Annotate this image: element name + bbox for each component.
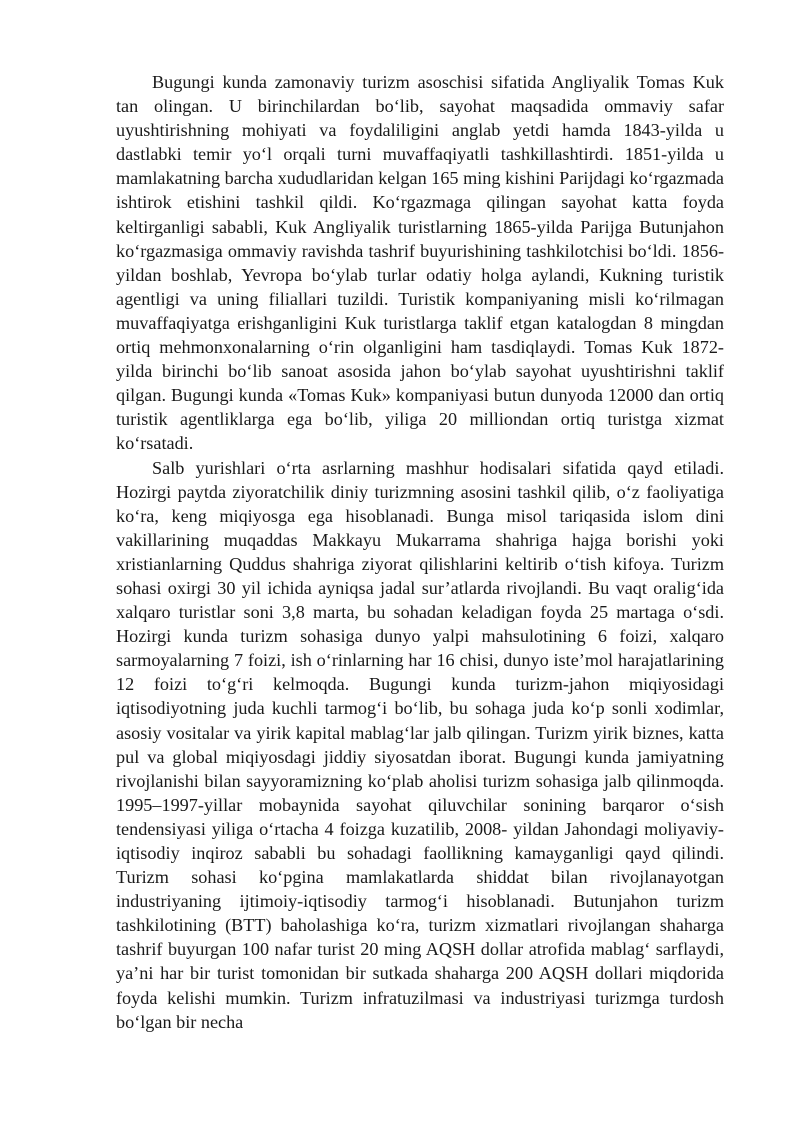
document-page [116,70,724,1034]
paragraph-thomas-cook: Bugungi kunda zamonaviy turizm asoschisi sifatida Angliyalik Tomas Kuk tan olingan. U birinchilardan bo‘lib, sayohat maqsadida ommaviy safar uyushtirishning mohiyati va foydaliligini anglab yetdi hamda 1843-yilda u dastlabki temir yo‘l orqali turni muvaffaqiyatli tashkillashtirdi. 1851-yilda u mamlakatning barcha xududlaridan kelgan 165 ming kishini Parijdagi ko‘rgazmada ishtirok etishini tashkil qildi. Ko‘rgazmaga qilingan sayohat katta foyda keltirganligi sababli, Kuk Angliyalik turistlarning 1865-yilda Parijga Butunjahon ko‘rgazmasiga ommaviy ravishda tashrif buyurishining tashkilotchisi bo‘ldi. 1856-yildan boshlab, Yevropa bo‘ylab turlar odatiy holga aylandi, Kukning turistik agentligi va uning filiallari tuzildi. Turistik kompaniyaning misli ko‘rilmagan muvaffaqiyatga erishganligini Kuk turistlarga taklif etgan katalogdan 8 mingdan ortiq mehmonxonalarning o‘rin olganligini ham tasdiqlaydi. Tomas Kuk 1872-yilda birinchi bo‘lib sanoat asosida jahon bo‘ylab sayohat uyushtirishni taklif qilgan. Bugungi kunda «Tomas Kuk» kompaniyasi butun dunyoda 12000 dan ortiq turistik agentliklarga ega bo‘lib, yiliga 20 milliondan ortiq turistga xizmat ko‘rsatadi. [116,72,724,454]
paragraph-tourism-development: Salb yurishlari o‘rta asrlarning mashhur hodisalari sifatida qayd etiladi. Hozirgi paytda ziyoratchilik diniy turizmning asosini tashkil qilib, o‘z faoliyatiga ko‘ra, keng miqiyosga ega hisoblanadi. Bunga misol tariqasida islom dini vakillarining muqaddas Makkayu Mukarrama shahriga hajga borishi yoki xristianlarning Quddus shahriga ziyorat qilishlarini keltirib o‘tish kifoya. Turizm sohasi oxirgi 30 yil ichida ayniqsa jadal sur’atlarda rivojlandi. Bu vaqt oralig‘ida xalqaro turistlar soni 3,8 marta, bu sohadan keladigan foyda 25 martaga o‘sdi. Hozirgi kunda turizm sohasiga dunyo yalpi mahsulotining 6 foizi, xalqaro sarmoyalarning 7 foizi, ish o‘rinlarning har 16 chisi, dunyo iste’mol harajatlarining 12 foizi to‘g‘ri kelmoqda. Bugungi kunda turizm-jahon miqiyosidagi iqtisodiyotning juda kuchli tarmog‘i bo‘lib, bu sohaga juda ko‘p sonli xodimlar, asosiy vositalar va yirik kapital mablag‘lar jalb qilingan. Turizm yirik biznes, katta pul va global miqiyosdagi jiddiy siyosatdan iborat. Bugungi kunda jamiyatning rivojlanishi bilan sayyoramizning ko‘plab aholisi turizm sohasiga jalb qilinmoqda. 1995–1997-yillar mobaynida sayohat qiluvchilar sonining barqaror o‘sish tendensiyasi yiliga o‘rtacha 4 foizga kuzatilib, 2008- yildan Jahondagi moliyaviy-iqtisodiy inqiroz sababli bu sohadagi faollikning kamayganligi qayd qilindi. Turizm sohasi ko‘pgina mamlakatlarda shiddat bilan rivojlanayotgan industriyaning ijtimoiy-iqtisodiy tarmog‘i hisoblanadi. Butunjahon turizm tashkilotining (BTT) baholashiga ko‘ra, turizm xizmatlari rivojlangan shaharga tashrif buyurgan 100 nafar turist 20 ming AQSH dollar atrofida mablag‘ sarflaydi, ya’ni har bir turist tomonidan bir sutkada shaharga 200 AQSH dollari miqdorida foyda kelishi mumkin. Turizm infratuzilmasi va industriyasi turizmga turdosh bo‘lgan bir necha [116,457,724,1032]
